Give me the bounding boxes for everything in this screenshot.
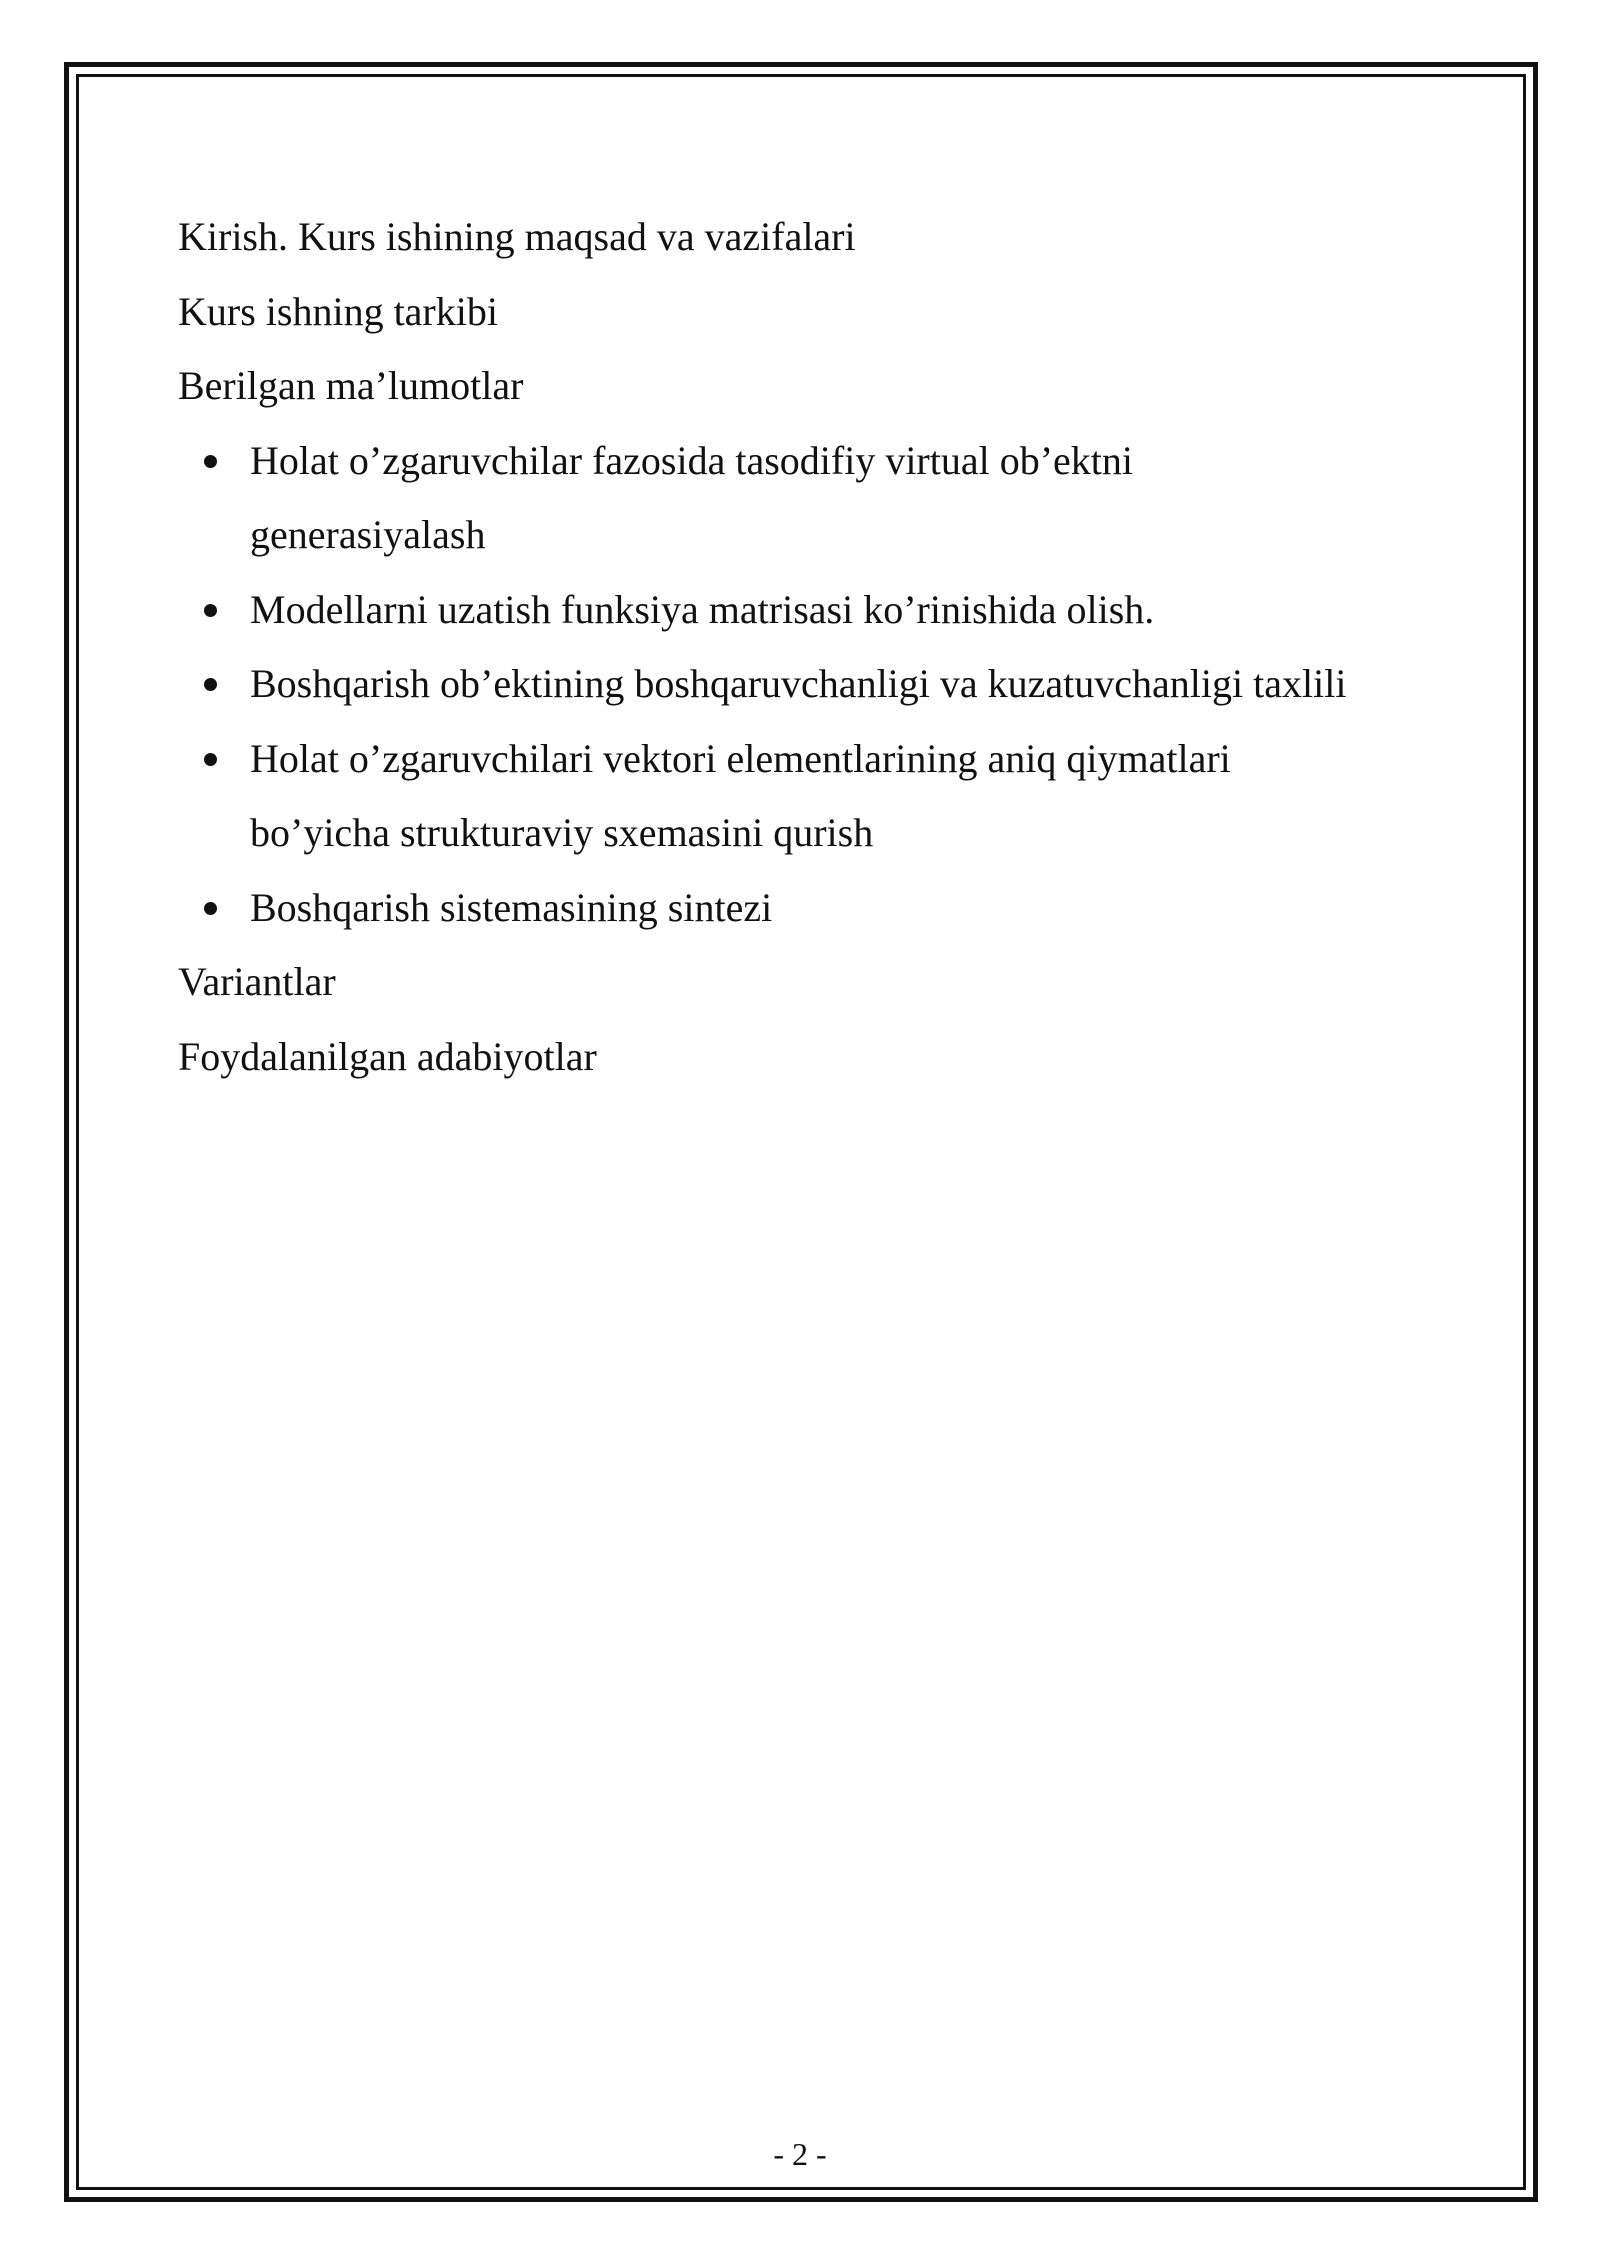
bullet-dot-icon <box>204 902 217 915</box>
bullet-item-controllability <box>178 647 1448 722</box>
bullet-item-transfer-matrix <box>178 573 1448 648</box>
toc-line-given-data: Berilgan ma’lumotlar <box>178 363 524 408</box>
toc-bullet-list <box>178 424 1448 946</box>
bullet-item-line: Holat o’zgaruvchilari vektori elementlarining aniq qiymatlari <box>250 735 1231 781</box>
toc-line-structure: Kurs ishning tarkibi <box>178 288 498 334</box>
bullet-item-line: Boshqarish ob’ektining boshqaruvchanligi va kuzatuvchanligi taxlili <box>250 661 1347 706</box>
bullet-item-line: Holat o’zgaruvchilar fazosida tasodifiy virtual ob’ektni <box>250 437 1134 483</box>
bullet-dot-icon <box>204 455 217 468</box>
bullet-item-synthesis <box>178 871 1448 946</box>
bullet-dot-icon <box>204 678 217 691</box>
bullet-item-line: generasiyalash <box>250 512 486 557</box>
bullet-item-generation <box>178 424 1448 573</box>
page-number: - 2 - <box>773 2136 827 2172</box>
bullet-dot-icon <box>204 753 217 766</box>
bullet-item-line: Boshqarish sistemasining sintezi <box>250 884 773 930</box>
bullet-dot-icon <box>204 604 217 617</box>
toc-line-introduction: Kirish. Kurs ishining maqsad va vazifalari <box>178 214 856 259</box>
toc-line-variants: Variantlar <box>178 959 336 1004</box>
table-of-contents <box>178 200 1448 1094</box>
toc-line-references: Foydalanilgan adabiyotlar <box>178 1033 597 1079</box>
bullet-item-line: Modellarni uzatish funksiya matrisasi ko’rinishida olish. <box>250 586 1155 632</box>
bullet-item-line: bo’yicha strukturaviy sxemasini qurish <box>250 810 874 855</box>
bullet-item-structural-scheme <box>178 722 1448 871</box>
